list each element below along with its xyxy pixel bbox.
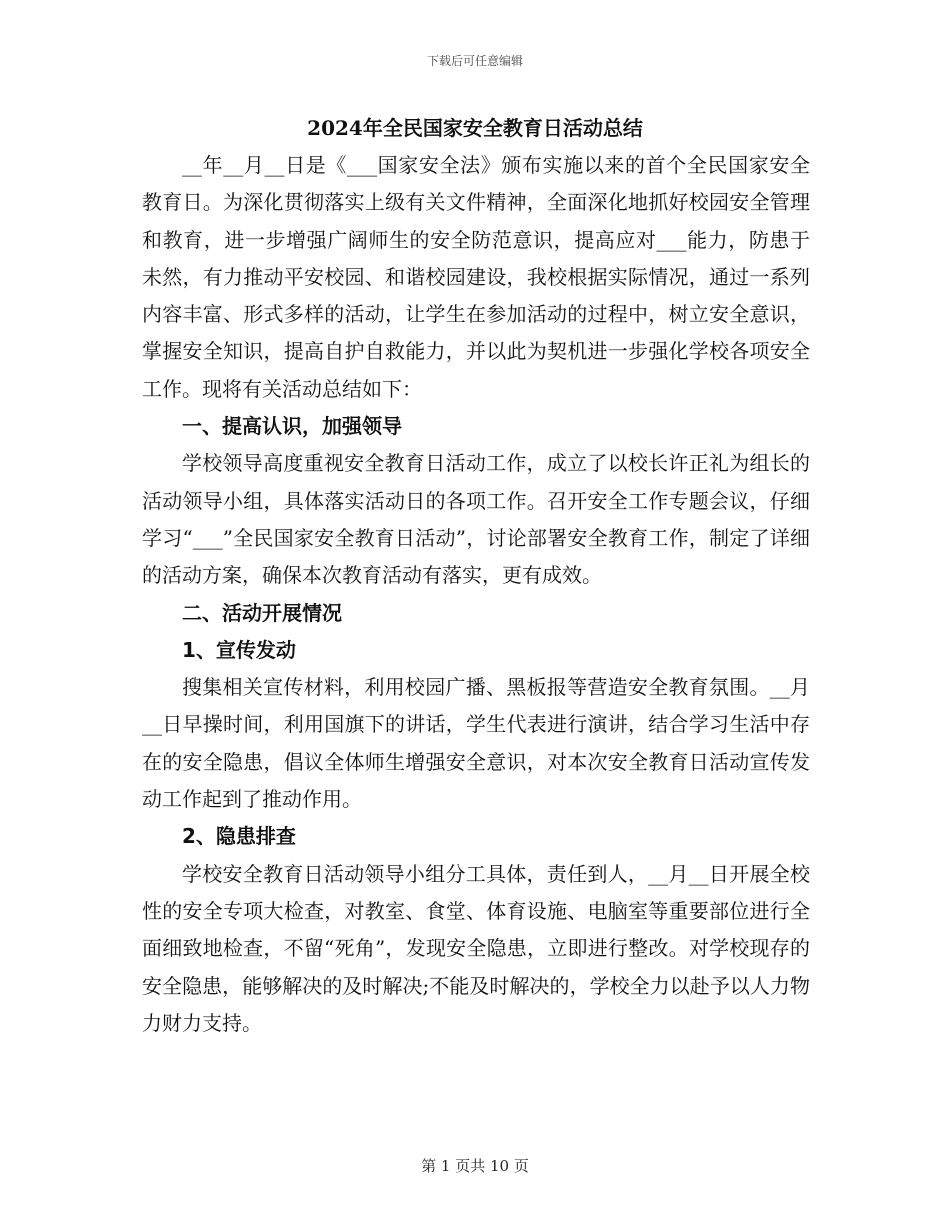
page-footer: 第 1 页共 10 页 (421, 1157, 529, 1175)
section1-heading: 一、提高认识，加强领导 (182, 414, 402, 439)
document-title: 2024年全民国家安全教育日活动总结 (307, 116, 643, 140)
intro-paragraph: __年__月__日是《___国家安全法》颁布实施以来的首个全民国家安全教育日。为深化贯彻落实上级有关文件精神，全面深化地抓好校园安全管理和教育，进一步增强广阔师生的安全防范意识，提高应对___能力，防患于未然，有力推动平安校园、和谐校园建设，我校根据实际情况，通过一系列内容丰富、形式多样的活动，让学生在参加活动的过程中，树立安全意识，掌握安全知识，提高自护自救能力，并以此为契机进一步强化学校各项安全工作。现将有关活动总结如下： (142, 153, 810, 401)
subsection1-paragraph: 搜集相关宣传材料，利用校园广播、黑板报等营造安全教育氛围。__月__日早操时间，利用国旗下的讲话，学生代表进行演讲，结合学习生活中存在的安全隐患，倡议全体师生增强安全意识，对本次安全教育日活动宣传发动工作起到了推动作用。 (142, 675, 810, 812)
header-note: 下载后可任意编辑 (426, 54, 523, 68)
section2-heading: 二、活动开展情况 (182, 600, 342, 625)
section1-paragraph: 学校领导高度重视安全教育日活动工作，成立了以校长许正礼为组长的活动领导小组，具体落实活动日的各项工作。召开安全工作专题会议，仔细学习“___”全民国家安全教育日活动”，讨论部署安全教育工作，制定了详细的活动方案，确保本次教育活动有落实，更有成效。 (142, 451, 810, 588)
document-body (142, 147, 810, 1042)
subsection2-paragraph: 学校安全教育日活动领导小组分工具体，责任到人，__月__日开展全校性的安全专项大检查，对教室、食堂、体育设施、电脑室等重要部位进行全面细致地检查，不留“死角”，发现安全隐患，立即进行整改。对学校现存的安全隐患，能够解决的及时解决;不能及时解决的，学校全力以赴予以人力物力财力支持。 (142, 861, 810, 1035)
subsection2-heading: 2、隐患排查 (182, 824, 296, 849)
subsection1-heading: 1、宣传发动 (182, 637, 296, 662)
